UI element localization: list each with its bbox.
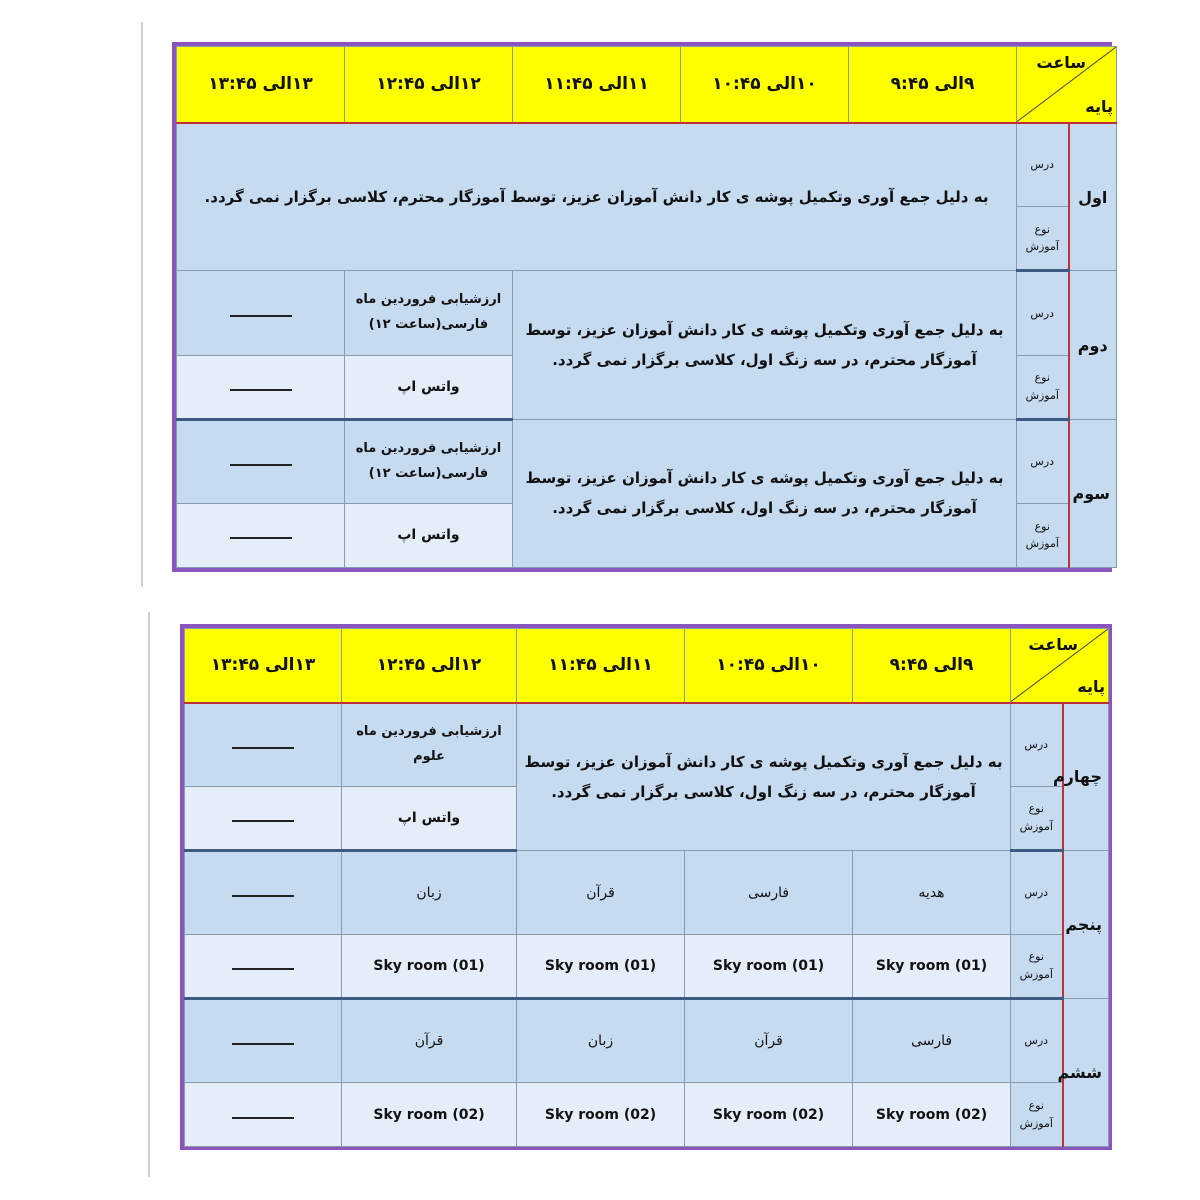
lesson-label: درس xyxy=(1011,703,1063,787)
page-margin-line-top xyxy=(141,22,143,587)
type-cell: واتس اپ xyxy=(342,787,517,851)
type-label: نوع آموزش xyxy=(1011,935,1063,999)
hour-header: ساعت xyxy=(1036,53,1086,72)
no-class-message: به دلیل جمع آوری وتکمیل پوشه ی کار دانش آموزان عزیز، توسط آموزگار محترم، در سه زنگ اول، کلاسی برگزار نمی گردد. xyxy=(513,419,1017,567)
lesson-label: درس xyxy=(1011,851,1063,935)
grade-name: سوم xyxy=(1069,419,1117,567)
dash-line xyxy=(232,747,294,749)
type-cell: Sky room (02) xyxy=(342,1083,517,1147)
empty-slot xyxy=(185,999,342,1083)
empty-slot xyxy=(185,787,342,851)
schedule-table-1 xyxy=(172,42,1112,572)
lesson-cell: قرآن xyxy=(342,999,517,1083)
dash-line xyxy=(232,968,294,970)
header-corner xyxy=(1011,629,1109,703)
lesson-cell: ارزشیابی فروردین ماه علوم xyxy=(342,703,517,787)
type-cell: Sky room (01) xyxy=(853,935,1011,999)
time-slot-header: ۱۱الی ۱۱:۴۵ xyxy=(517,629,685,703)
no-class-message: به دلیل جمع آوری وتکمیل پوشه ی کار دانش آموزان عزیز، توسط آموزگار محترم، در سه زنگ اول، کلاسی برگزار نمی گردد. xyxy=(513,271,1017,419)
time-slot-header: ۹الی ۹:۴۵ xyxy=(849,47,1017,123)
empty-slot xyxy=(185,703,342,787)
empty-slot xyxy=(185,935,342,999)
header-corner xyxy=(1017,47,1117,123)
empty-slot xyxy=(177,419,345,503)
grade-name: چهارم xyxy=(1063,703,1109,851)
time-slot-header: ۱۳الی ۱۳:۴۵ xyxy=(185,629,342,703)
time-slot-header: ۱۱الی ۱۱:۴۵ xyxy=(513,47,681,123)
hour-header: ساعت xyxy=(1028,635,1078,654)
type-label: نوع آموزش xyxy=(1011,787,1063,851)
time-slot-header: ۱۰الی ۱۰:۴۵ xyxy=(685,629,853,703)
lesson-cell: ارزشیابی فروردین ماه فارسی(ساعت ۱۲) xyxy=(345,271,513,355)
page-margin-line-bottom xyxy=(148,612,150,1177)
empty-slot xyxy=(177,355,345,419)
lesson-cell: قرآن xyxy=(517,851,685,935)
dash-line xyxy=(232,1043,294,1045)
time-slot-header: ۱۳الی ۱۳:۴۵ xyxy=(177,47,345,123)
grade-name: اول xyxy=(1069,123,1117,271)
empty-slot xyxy=(185,1083,342,1147)
empty-slot xyxy=(177,503,345,567)
dash-line xyxy=(230,389,292,391)
type-cell: واتس اپ xyxy=(345,355,513,419)
type-label: نوع آموزش xyxy=(1017,207,1069,271)
lesson-cell: فارسی xyxy=(853,999,1011,1083)
grade-header: پایه xyxy=(1077,676,1105,696)
type-cell: Sky room (01) xyxy=(685,935,853,999)
grade-name: ششم xyxy=(1063,999,1109,1147)
lesson-label: درس xyxy=(1017,271,1069,355)
type-label: نوع آموزش xyxy=(1017,503,1069,567)
type-label: نوع آموزش xyxy=(1017,355,1069,419)
type-cell: Sky room (02) xyxy=(685,1083,853,1147)
lesson-cell: فارسی xyxy=(685,851,853,935)
grade-name: پنجم xyxy=(1063,851,1109,999)
type-cell: Sky room (01) xyxy=(342,935,517,999)
dash-line xyxy=(230,464,292,466)
time-slot-header: ۱۲الی ۱۲:۴۵ xyxy=(342,629,517,703)
no-class-message: به دلیل جمع آوری وتکمیل پوشه ی کار دانش آموزان عزیز، توسط آموزگار محترم، کلاسی برگزار نمی گردد. xyxy=(177,123,1017,271)
lesson-cell: ارزشیابی فروردین ماه فارسی(ساعت ۱۲) xyxy=(345,419,513,503)
lesson-cell: زبان xyxy=(517,999,685,1083)
lesson-label: درس xyxy=(1011,999,1063,1083)
time-slot-header: ۱۲الی ۱۲:۴۵ xyxy=(345,47,513,123)
time-slot-header: ۱۰الی ۱۰:۴۵ xyxy=(681,47,849,123)
lesson-label: درس xyxy=(1017,123,1069,207)
grade-name: دوم xyxy=(1069,271,1117,419)
type-cell: Sky room (01) xyxy=(517,935,685,999)
type-cell: Sky room (02) xyxy=(853,1083,1011,1147)
dash-line xyxy=(230,537,292,539)
time-slot-header: ۹الی ۹:۴۵ xyxy=(853,629,1011,703)
grade-header: پایه xyxy=(1085,96,1113,116)
no-class-message: به دلیل جمع آوری وتکمیل پوشه ی کار دانش آموزان عزیز، توسط آموزگار محترم، در سه زنگ اول، کلاسی برگزار نمی گردد. xyxy=(517,703,1011,851)
schedule-table-2 xyxy=(180,624,1112,1150)
empty-slot xyxy=(177,271,345,355)
dash-line xyxy=(232,1117,294,1119)
dash-line xyxy=(232,820,294,822)
lesson-label: درس xyxy=(1017,419,1069,503)
lesson-cell: زبان xyxy=(342,851,517,935)
lesson-cell: قرآن xyxy=(685,999,853,1083)
dash-line xyxy=(232,895,294,897)
dash-line xyxy=(230,315,292,317)
lesson-cell: هدیه xyxy=(853,851,1011,935)
type-cell: Sky room (02) xyxy=(517,1083,685,1147)
type-label: نوع آموزش xyxy=(1011,1083,1063,1147)
type-cell: واتس اپ xyxy=(345,503,513,567)
empty-slot xyxy=(185,851,342,935)
